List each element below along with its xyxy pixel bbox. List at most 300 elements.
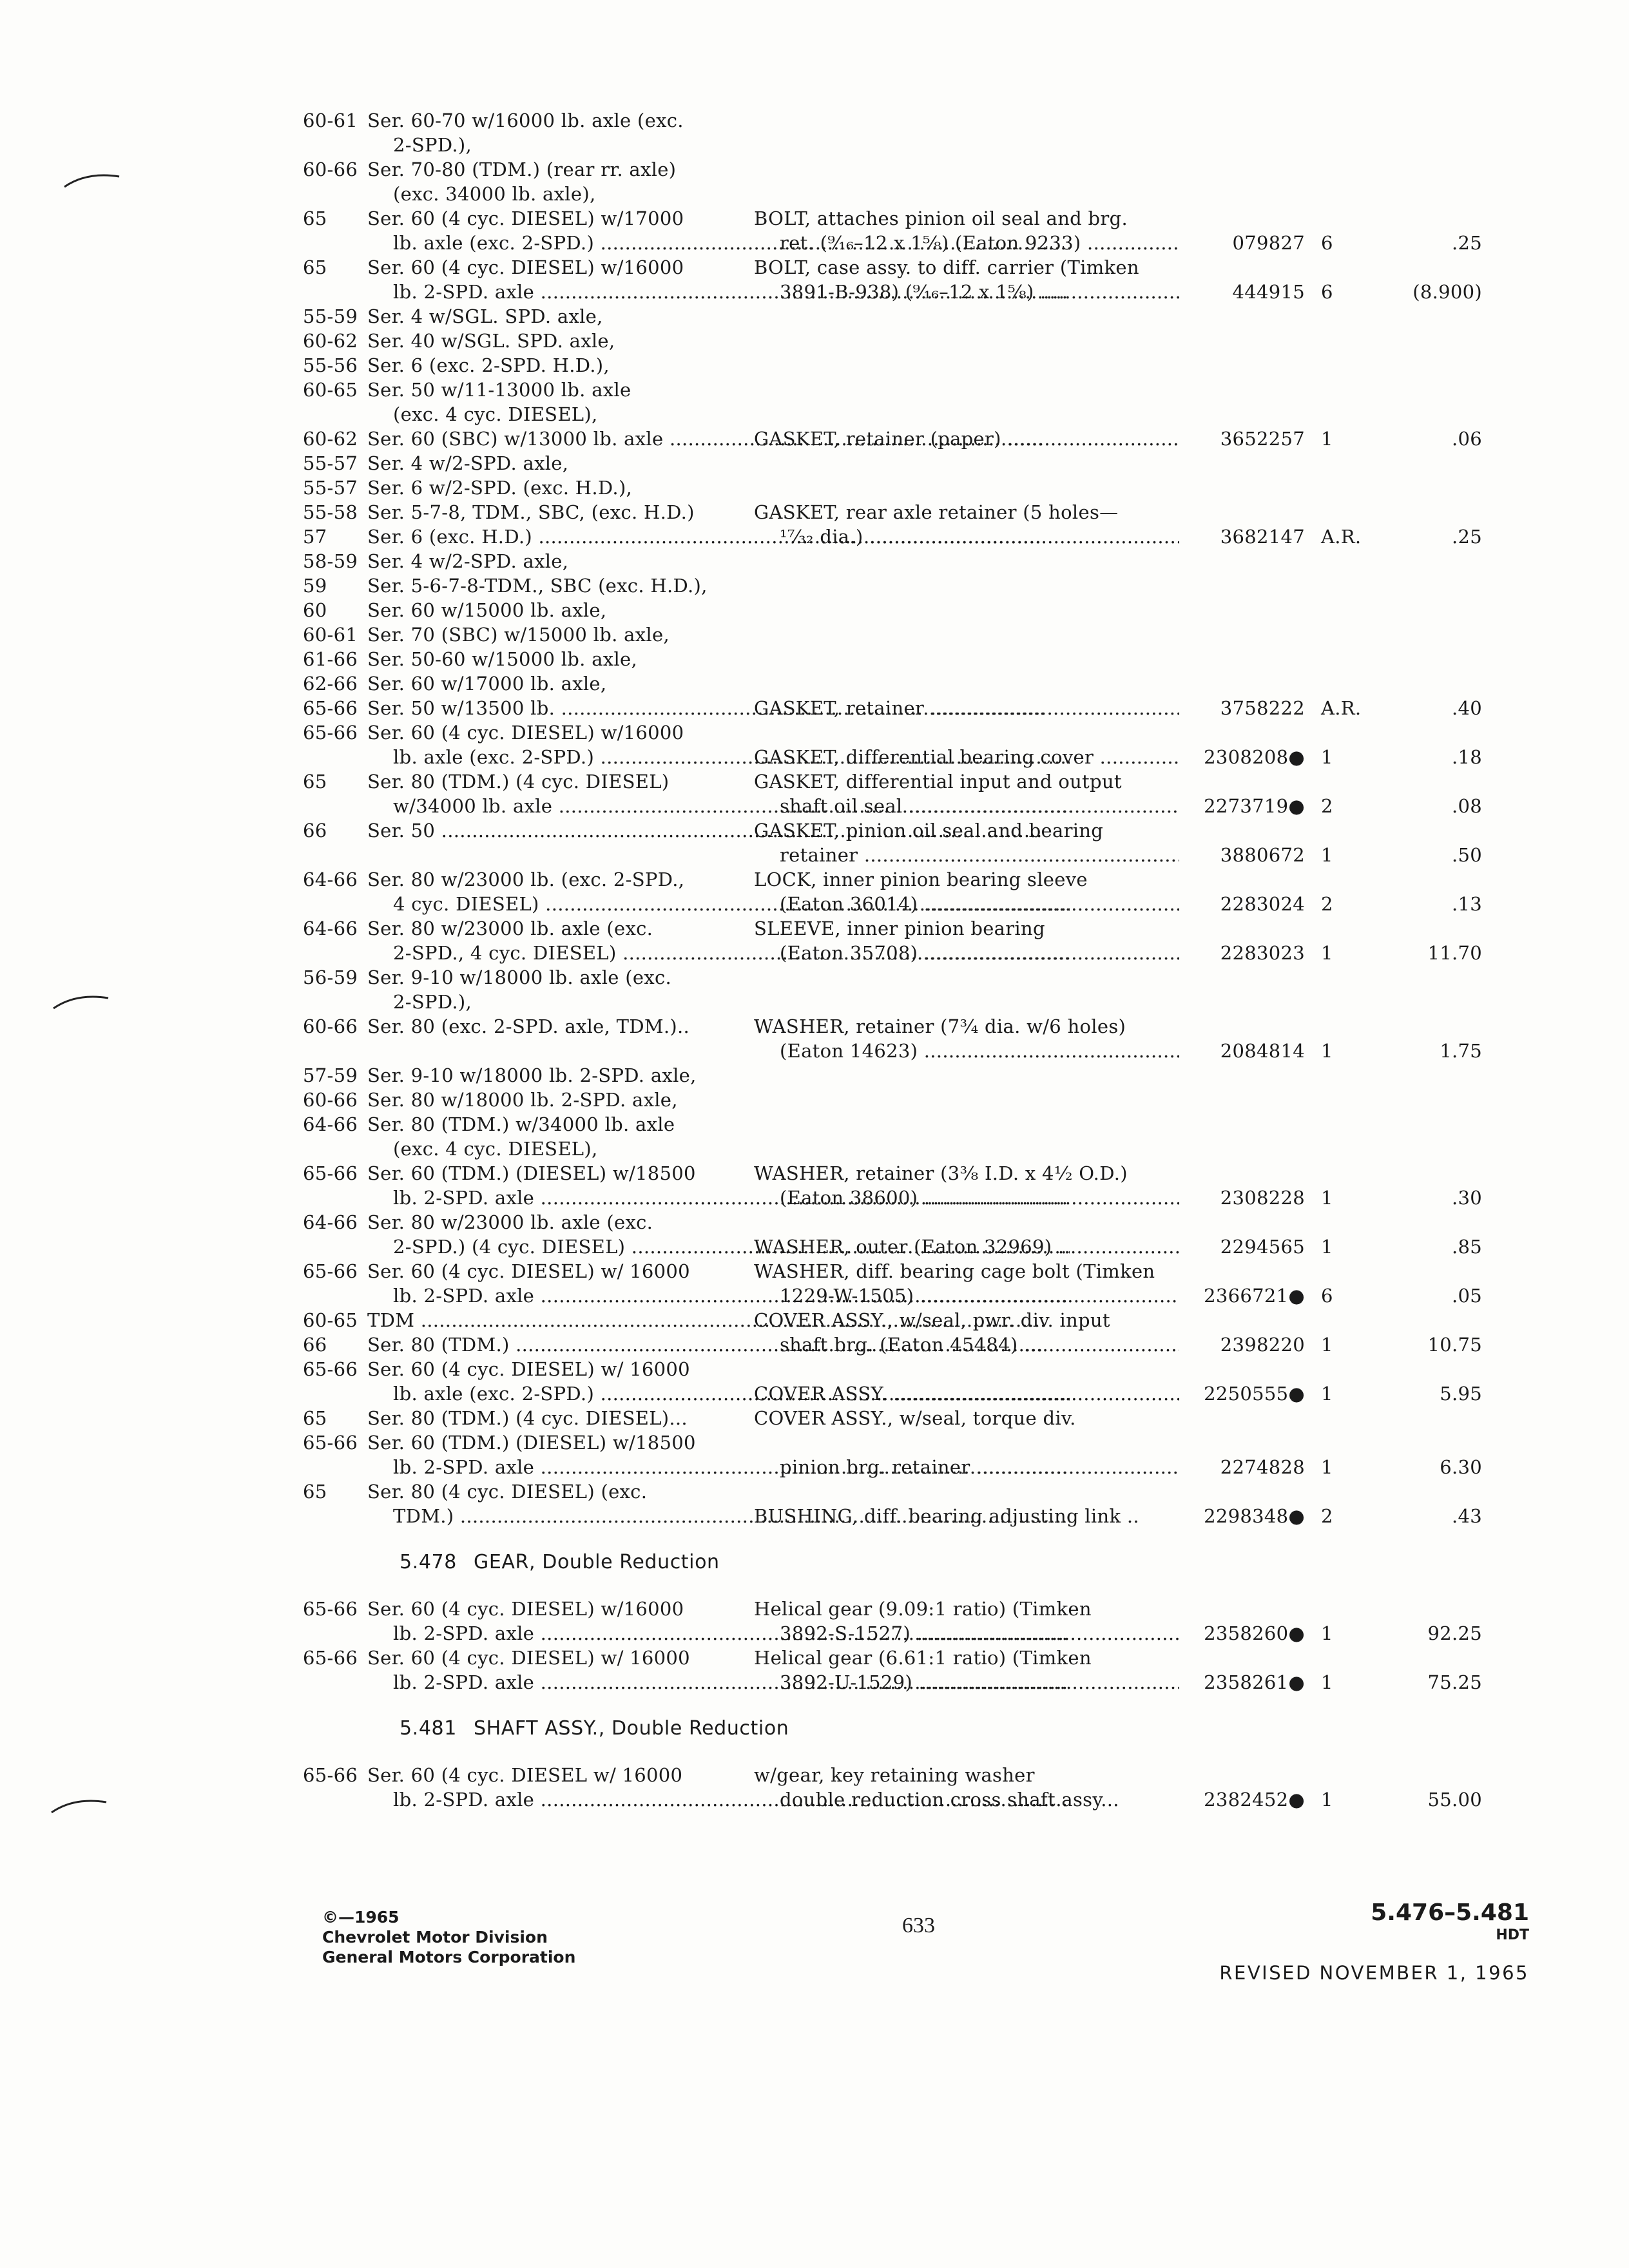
- quantity: A.R.: [1321, 526, 1362, 548]
- application: Ser. 60 (SBC) w/13000 lb. axle .....: [367, 427, 1044, 451]
- part-description: WASHER, retainer (7³⁄₄ dia. w/6 holes): [754, 1015, 1126, 1037]
- part-number: 2283023: [1220, 942, 1305, 964]
- entry-line: [303, 1235, 1482, 1259]
- application: Ser. 80 (TDM.) .....: [367, 1332, 1044, 1357]
- list-price: .08: [1451, 795, 1482, 817]
- part-description: ret. (⁹⁄₁₆–12 x 1⁵⁄₈) (Eaton 9233) .....: [754, 231, 1179, 255]
- part-description: GASKET, retainer .....: [754, 696, 1179, 720]
- entry-line: [303, 255, 1456, 280]
- entry-line: [303, 1763, 1456, 1787]
- application: Ser. 80 (TDM.) (4 cyc. DIESEL)...: [367, 1407, 688, 1429]
- catalog-code: HDT: [1496, 1927, 1529, 1943]
- quantity: 1: [1321, 1334, 1333, 1356]
- model-years: 65: [303, 207, 327, 229]
- quantity: A.R.: [1321, 697, 1362, 719]
- application: Ser. 60 (4 cyc. DIESEL w/ 16000: [367, 1764, 683, 1786]
- application: Ser. 50 .....: [367, 818, 1044, 843]
- parts-catalog: [303, 108, 1482, 1812]
- model-years: 65-66: [303, 722, 358, 744]
- application: Ser. 6 (exc. 2-SPD. H.D.),: [367, 354, 610, 376]
- application: Ser. 80 (TDM.) (4 cyc. DIESEL): [367, 771, 670, 793]
- entry-line: [303, 1504, 1482, 1528]
- part-description: WASHER, outer (Eaton 32969) .....: [754, 1235, 1179, 1259]
- part-number: 2084814: [1220, 1040, 1305, 1062]
- section-heading-gear: [303, 1550, 1456, 1575]
- application: 2-SPD.) (4 cyc. DIESEL) .....: [367, 1235, 1070, 1259]
- application: lb. 2-SPD. axle .....: [367, 1283, 1070, 1308]
- part-description: ¹⁷⁄₃₂ dia.) .....: [754, 524, 1179, 549]
- list-price: .25: [1451, 526, 1482, 548]
- entry-line: [303, 1357, 1456, 1381]
- entry-line: [303, 1332, 1482, 1357]
- catalog-entry: [303, 304, 1482, 451]
- division-name: Chevrolet Motor Division: [322, 1928, 548, 1946]
- application: Ser. 60 (4 cyc. DIESEL) w/16000: [367, 1598, 684, 1620]
- entry-line: [303, 182, 1456, 206]
- model-years: 57: [303, 526, 327, 548]
- model-years: 65-66: [303, 1647, 358, 1669]
- catalog-entry: [303, 818, 1482, 867]
- catalog-entry: [303, 1479, 1482, 1528]
- entry-line: [303, 1161, 1456, 1186]
- entry-line: [303, 402, 1456, 427]
- catalog-entry: [303, 1063, 1482, 1210]
- application: Ser. 9-10 w/18000 lb. axle (exc.: [367, 966, 672, 988]
- application: Ser. 4 w/2-SPD. axle,: [367, 550, 569, 572]
- entry-line: [303, 1787, 1482, 1812]
- entry-line: [303, 476, 1456, 500]
- quantity: 2: [1321, 795, 1333, 817]
- entry-line: [303, 720, 1456, 745]
- quantity: 1: [1321, 1789, 1333, 1811]
- part-description: (Eaton 35708) .....: [754, 941, 1179, 965]
- binder-mark-top: [61, 169, 122, 207]
- revision-date: REVISED NOVEMBER 1, 1965: [1219, 1962, 1529, 1984]
- model-years: 60-65: [303, 379, 358, 401]
- entry-line: [303, 794, 1482, 818]
- part-number: 444915: [1232, 281, 1305, 303]
- part-number: 2366721●: [1204, 1285, 1305, 1307]
- application: Ser. 4 w/2-SPD. axle,: [367, 452, 569, 474]
- quantity: 1: [1321, 942, 1333, 964]
- entry-line: [303, 1039, 1482, 1063]
- catalog-entry: [303, 769, 1482, 818]
- part-description: w/gear, key retaining washer: [754, 1764, 1035, 1786]
- model-years: 55-56: [303, 354, 358, 376]
- quantity: 1: [1321, 1040, 1333, 1062]
- entry-line: [303, 378, 1456, 402]
- part-number: 2298348●: [1204, 1505, 1305, 1527]
- entry-line: [303, 231, 1482, 255]
- application: Ser. 70-80 (TDM.) (rear rr. axle): [367, 159, 677, 180]
- catalog-entry: [303, 206, 1482, 255]
- entry-line: [303, 304, 1456, 329]
- application: lb. 2-SPD. axle .....: [367, 1186, 1070, 1210]
- application: Ser. 80 w/23000 lb. axle (exc.: [367, 918, 653, 939]
- application: Ser. 60 w/15000 lb. axle,: [367, 599, 607, 621]
- part-description: COVER ASSY., w/seal, pwr. div. input: [754, 1309, 1110, 1331]
- model-years: 55-59: [303, 305, 358, 327]
- binder-mark-bottom: [48, 1794, 110, 1833]
- quantity: 2: [1321, 1505, 1333, 1527]
- entry-line: [303, 745, 1482, 769]
- entry-line: [303, 524, 1482, 549]
- part-description: GASKET, differential input and output: [754, 771, 1122, 793]
- part-description: GASKET, rear axle retainer (5 holes—: [754, 501, 1119, 523]
- section-number: 5.478: [400, 1551, 457, 1573]
- entry-line: [303, 1186, 1482, 1210]
- model-years: 56-59: [303, 966, 358, 988]
- model-years: 65-66: [303, 1358, 358, 1380]
- application: Ser. 5-7-8, TDM., SBC, (exc. H.D.): [367, 501, 695, 523]
- model-years: 65: [303, 1481, 327, 1503]
- application: Ser. 50-60 w/15000 lb. axle,: [367, 648, 638, 670]
- model-years: 55-57: [303, 452, 358, 474]
- entry-line: [303, 1406, 1456, 1430]
- part-description: GASKET, retainer (paper) .....: [754, 427, 1179, 451]
- part-description: WASHER, diff. bearing cage bolt (Timken: [754, 1260, 1155, 1282]
- application: lb. 2-SPD. axle .....: [367, 1621, 1070, 1646]
- list-price: .05: [1451, 1285, 1482, 1307]
- application: 2-SPD.),: [393, 991, 472, 1013]
- list-price: 6.30: [1440, 1456, 1482, 1478]
- model-years: 65: [303, 1407, 327, 1429]
- list-price: 5.95: [1440, 1383, 1482, 1405]
- part-number: 2273719●: [1204, 795, 1305, 817]
- part-description: 3892-S-1527) .....: [754, 1621, 1179, 1646]
- list-price: 11.70: [1427, 942, 1482, 964]
- application: lb. 2-SPD. axle .....: [367, 280, 1070, 304]
- list-price: 10.75: [1427, 1334, 1482, 1356]
- application: lb. 2-SPD. axle .....: [367, 1455, 1070, 1479]
- entry-line: [303, 206, 1456, 231]
- section-name: GEAR, Double Reduction: [474, 1551, 720, 1573]
- part-description: Helical gear (9.09:1 ratio) (Timken: [754, 1598, 1092, 1620]
- section-range-block: [1371, 1899, 1529, 1943]
- catalog-entry: [303, 965, 1482, 1063]
- application: Ser. 80 w/23000 lb. (exc. 2-SPD.,: [367, 869, 685, 890]
- part-number: 2308208●: [1204, 746, 1305, 768]
- entry-line: [303, 671, 1456, 696]
- copyright: ©—1965: [322, 1908, 400, 1927]
- part-number: 3880672: [1220, 844, 1305, 866]
- part-description: WASHER, retainer (3³⁄₈ I.D. x 4¹⁄₂ O.D.): [754, 1162, 1128, 1184]
- list-price: .18: [1451, 746, 1482, 768]
- entry-line: [303, 965, 1456, 990]
- model-years: 57-59: [303, 1064, 358, 1086]
- catalog-entry: [303, 549, 1482, 720]
- part-description: GASKET, differential bearing cover .....: [754, 745, 1179, 769]
- application: Ser. 80 (exc. 2-SPD. axle, TDM.)..: [367, 1015, 690, 1037]
- part-description: (Eaton 36014) .....: [754, 892, 1179, 916]
- model-years: 60-61: [303, 110, 358, 131]
- section-number: 5.481: [400, 1717, 457, 1740]
- entry-line: [303, 1455, 1482, 1479]
- model-years: 66: [303, 1334, 327, 1356]
- part-description: SLEEVE, inner pinion bearing: [754, 918, 1045, 939]
- part-number: 2398220: [1220, 1334, 1305, 1356]
- model-years: 59: [303, 575, 327, 597]
- part-description: GASKET, pinion oil seal and bearing: [754, 820, 1104, 841]
- quantity: 1: [1321, 1187, 1333, 1209]
- entry-line: [303, 1381, 1482, 1406]
- entry-line: [303, 696, 1482, 720]
- model-years: 65-66: [303, 1764, 358, 1786]
- application: Ser. 60 (4 cyc. DIESEL) w/ 16000: [367, 1647, 690, 1669]
- model-years: 62-66: [303, 673, 358, 695]
- application: Ser. 60 (TDM.) (DIESEL) w/18500: [367, 1432, 696, 1454]
- part-number: 2358261●: [1204, 1671, 1305, 1693]
- page-number: 633: [902, 1914, 935, 1937]
- section-name: SHAFT ASSY., Double Reduction: [474, 1717, 789, 1740]
- part-description: COVER ASSY. .....: [754, 1381, 1179, 1406]
- entry-line: [303, 916, 1456, 941]
- application: lb. 2-SPD. axle .....: [367, 1787, 1070, 1812]
- entry-line: [303, 1597, 1456, 1621]
- entry-line: [303, 1063, 1456, 1088]
- model-years: 58-59: [303, 550, 358, 572]
- application: w/34000 lb. axle .....: [367, 794, 1070, 818]
- list-price: .50: [1451, 844, 1482, 866]
- catalog-entry: [303, 451, 1482, 549]
- part-number: 3652257: [1220, 428, 1305, 450]
- application: 2-SPD.),: [393, 134, 472, 156]
- part-description: BOLT, case assy. to diff. carrier (Timken: [754, 256, 1139, 278]
- model-years: 65: [303, 256, 327, 278]
- application: TDM.) .....: [367, 1504, 1070, 1528]
- part-number: 2250555●: [1204, 1383, 1305, 1405]
- part-description: (Eaton 38600) .....: [754, 1186, 1179, 1210]
- quantity: 1: [1321, 428, 1333, 450]
- application: Ser. 80 w/18000 lb. 2-SPD. axle,: [367, 1089, 678, 1111]
- model-years: 60-61: [303, 624, 358, 646]
- application: Ser. 70 (SBC) w/15000 lb. axle,: [367, 624, 670, 646]
- part-number: 079827: [1232, 232, 1305, 254]
- entry-line: [303, 1283, 1482, 1308]
- entry-line: [303, 1210, 1456, 1235]
- entry-line: [303, 622, 1456, 647]
- model-years: 60-66: [303, 1089, 358, 1111]
- catalog-entry: [303, 1308, 1482, 1357]
- publisher-block: [322, 1907, 575, 1967]
- model-years: 60-66: [303, 159, 358, 180]
- model-years: 55-58: [303, 501, 358, 523]
- part-description: LOCK, inner pinion bearing sleeve: [754, 869, 1088, 890]
- list-price: .13: [1451, 893, 1482, 915]
- part-number: 2274828: [1220, 1456, 1305, 1478]
- entry-line: [303, 892, 1482, 916]
- model-years: 65-66: [303, 1260, 358, 1282]
- entry-line: [303, 769, 1456, 794]
- entry-line: [303, 157, 1456, 182]
- part-description: shaft oil seal .....: [754, 794, 1179, 818]
- application: (exc. 34000 lb. axle),: [393, 183, 596, 205]
- model-years: 65-66: [303, 1162, 358, 1184]
- application: Ser. 60 (4 cyc. DIESEL) w/17000: [367, 207, 684, 229]
- entry-line: [303, 1621, 1482, 1646]
- application: Ser. 9-10 w/18000 lb. 2-SPD. axle,: [367, 1064, 697, 1086]
- application: Ser. 50 w/11-13000 lb. axle: [367, 379, 631, 401]
- model-years: 60-62: [303, 428, 358, 450]
- catalog-entry: [303, 1259, 1482, 1308]
- catalog-entry: [303, 720, 1482, 769]
- parts-list-5-481: [303, 1763, 1482, 1812]
- part-description: BOLT, attaches pinion oil seal and brg.: [754, 207, 1128, 229]
- catalog-entry: [303, 1646, 1482, 1695]
- entry-line: [303, 549, 1456, 573]
- application: Ser. 60 w/17000 lb. axle,: [367, 673, 607, 695]
- entry-line: [303, 843, 1482, 867]
- catalog-entry: [303, 1763, 1482, 1812]
- application: (exc. 4 cyc. DIESEL),: [393, 403, 598, 425]
- catalog-entry: [303, 108, 1456, 157]
- model-years: 65-66: [303, 1598, 358, 1620]
- application: Ser. 60 (TDM.) (DIESEL) w/18500: [367, 1162, 696, 1184]
- application: (exc. 4 cyc. DIESEL),: [393, 1138, 598, 1160]
- catalog-entry: [303, 255, 1482, 304]
- application: Ser. 60 (4 cyc. DIESEL) w/ 16000: [367, 1358, 690, 1380]
- part-number: 3682147: [1220, 526, 1305, 548]
- application: Ser. 5-6-7-8-TDM., SBC (exc. H.D.),: [367, 575, 708, 597]
- model-years: 60-66: [303, 1015, 358, 1037]
- entry-line: [303, 1014, 1456, 1039]
- catalog-entry: [303, 157, 1456, 206]
- quantity: 1: [1321, 1622, 1333, 1644]
- part-description: pinion brg. retainer .....: [754, 1455, 1179, 1479]
- quantity: 6: [1321, 281, 1333, 303]
- part-description: BUSHING, diff. bearing adjusting link ..: [754, 1505, 1139, 1527]
- part-description: 3891-B-938) (⁹⁄₁₆–12 x 1⁵⁄₈) .....: [754, 280, 1179, 304]
- application: lb. axle (exc. 2-SPD.) .....: [367, 1381, 1070, 1406]
- section-range: 5.476–5.481: [1371, 1899, 1529, 1926]
- entry-line: [303, 598, 1456, 622]
- entry-line: [303, 427, 1482, 451]
- part-number: 2294565: [1220, 1236, 1305, 1258]
- application: TDM .....: [367, 1308, 1044, 1332]
- entry-line: [303, 1259, 1456, 1283]
- part-number: 2283024: [1220, 893, 1305, 915]
- list-price: .25: [1451, 232, 1482, 254]
- entry-line: [303, 573, 1456, 598]
- binder-mark-middle: [50, 989, 111, 1028]
- list-price: 92.25: [1427, 1622, 1482, 1644]
- quantity: 1: [1321, 1236, 1333, 1258]
- application: Ser. 60 (4 cyc. DIESEL) w/ 16000: [367, 1260, 690, 1282]
- application: Ser. 80 w/23000 lb. axle (exc.: [367, 1211, 653, 1233]
- part-description: shaft brg. (Eaton 45484) .....: [754, 1332, 1179, 1357]
- part-number: 2358260●: [1204, 1622, 1305, 1644]
- corporation-name: General Motors Corporation: [322, 1948, 576, 1966]
- catalog-entry: [303, 1597, 1482, 1646]
- application: Ser. 6 (exc. H.D.) .....: [367, 524, 1044, 549]
- application: Ser. 80 (TDM.) w/34000 lb. axle: [367, 1113, 675, 1135]
- application: lb. axle (exc. 2-SPD.) .....: [367, 231, 1070, 255]
- entry-line: [303, 329, 1456, 353]
- list-price: 75.25: [1427, 1671, 1482, 1693]
- entry-line: [303, 1112, 1456, 1137]
- model-years: 60-62: [303, 330, 358, 352]
- model-years: 64-66: [303, 1211, 358, 1233]
- quantity: 1: [1321, 746, 1333, 768]
- entry-line: [303, 1088, 1456, 1112]
- parts-list-5-476: [303, 108, 1482, 1528]
- model-years: 66: [303, 820, 327, 841]
- entry-line: [303, 1137, 1456, 1161]
- model-years: 65: [303, 771, 327, 793]
- model-years: 60: [303, 599, 327, 621]
- entry-line: [303, 1308, 1456, 1332]
- part-description: Helical gear (6.61:1 ratio) (Timken: [754, 1647, 1092, 1669]
- model-years: 64-66: [303, 1113, 358, 1135]
- entry-line: [303, 941, 1482, 965]
- quantity: 1: [1321, 1671, 1333, 1693]
- catalog-entry: [303, 916, 1482, 965]
- model-years: 65-66: [303, 697, 358, 719]
- quantity: 6: [1321, 232, 1333, 254]
- application: Ser. 50 w/13500 lb. .....: [367, 696, 1044, 720]
- catalog-entry: [303, 867, 1482, 916]
- quantity: 1: [1321, 1383, 1333, 1405]
- entry-line: [303, 500, 1456, 524]
- entry-line: [303, 353, 1456, 378]
- part-description: COVER ASSY., w/seal, torque div.: [754, 1407, 1076, 1429]
- application: 2-SPD., 4 cyc. DIESEL) .....: [367, 941, 1070, 965]
- catalog-entry: [303, 1357, 1482, 1406]
- application: Ser. 60 (4 cyc. DIESEL) w/16000: [367, 722, 684, 744]
- entry-line: [303, 108, 1456, 133]
- part-number: 3758222: [1220, 697, 1305, 719]
- entry-line: [303, 990, 1456, 1014]
- catalog-entry: [303, 1406, 1482, 1479]
- model-years: 64-66: [303, 869, 358, 890]
- list-price: 1.75: [1440, 1040, 1482, 1062]
- quantity: 2: [1321, 893, 1333, 915]
- model-years: 65-66: [303, 1432, 358, 1454]
- list-price: .40: [1451, 697, 1482, 719]
- model-years: 64-66: [303, 918, 358, 939]
- entry-line: [303, 280, 1482, 304]
- catalog-entry: [303, 1210, 1482, 1259]
- application: lb. 2-SPD. axle .....: [367, 1670, 1070, 1695]
- part-number: 2382452●: [1204, 1789, 1305, 1811]
- application: Ser. 80 (4 cyc. DIESEL) (exc.: [367, 1481, 648, 1503]
- entry-line: [303, 1430, 1456, 1455]
- part-description: double reduction cross shaft assy...: [780, 1789, 1119, 1811]
- entry-line: [303, 1646, 1456, 1670]
- application: Ser. 4 w/SGL. SPD. axle,: [367, 305, 603, 327]
- quantity: 1: [1321, 1456, 1333, 1478]
- entry-line: [303, 1670, 1482, 1695]
- list-price: .30: [1451, 1187, 1482, 1209]
- model-years: 55-57: [303, 477, 358, 499]
- entry-line: [303, 133, 1456, 157]
- list-price: .06: [1451, 428, 1482, 450]
- entry-line: [303, 647, 1456, 671]
- part-description: (Eaton 14623) .....: [754, 1039, 1179, 1063]
- part-number: 2308228: [1220, 1187, 1305, 1209]
- application: Ser. 6 w/2-SPD. (exc. H.D.),: [367, 477, 633, 499]
- entry-line: [303, 1479, 1456, 1504]
- part-description: retainer .....: [754, 843, 1179, 867]
- application: Ser. 40 w/SGL. SPD. axle,: [367, 330, 615, 352]
- application: Ser. 60 (4 cyc. DIESEL) w/16000: [367, 256, 684, 278]
- parts-list-5-478: [303, 1597, 1482, 1695]
- section-heading-shaft: [303, 1716, 1456, 1741]
- list-price: 55.00: [1427, 1789, 1482, 1811]
- quantity: 1: [1321, 844, 1333, 866]
- list-price: .85: [1451, 1236, 1482, 1258]
- list-price: .43: [1451, 1505, 1482, 1527]
